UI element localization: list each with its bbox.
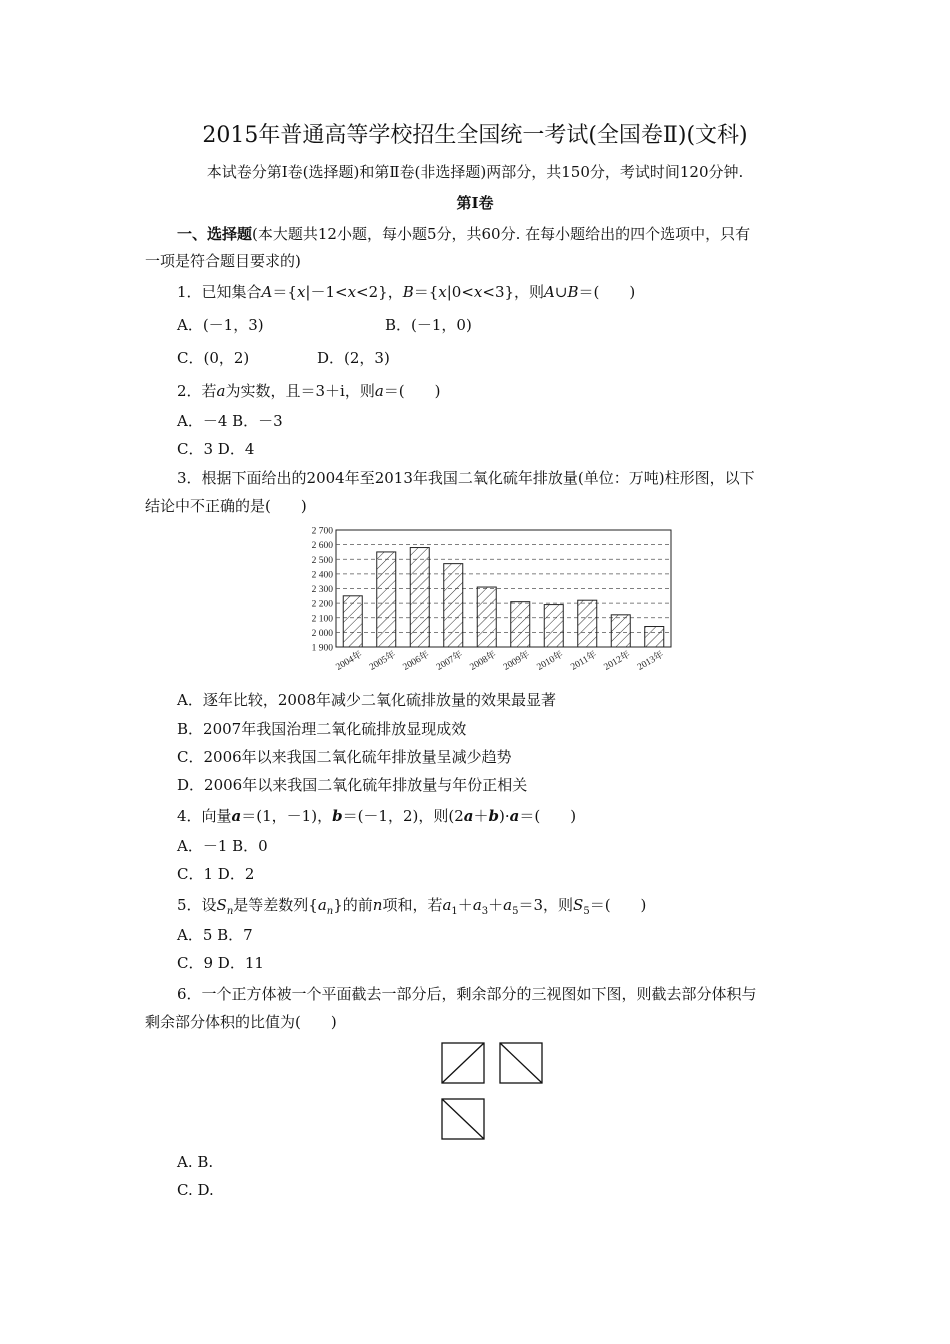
y-tick-label: 2 400: [311, 570, 333, 581]
q2-var: a: [374, 382, 384, 400]
x-tick-label: 2006年: [401, 649, 432, 673]
x-tick-label: 2005年: [368, 649, 398, 673]
q4-num: 4．向量: [177, 807, 232, 825]
q5-var: S: [573, 896, 584, 914]
q2-text: 为实数，且＝3＋i，则: [225, 382, 375, 400]
exam-intro: 本试卷分第Ⅰ卷(选择题)和第Ⅱ卷(非选择题)两部分，共150分，考试时间120分钟.: [206, 163, 744, 181]
q4-options-cd: C．1 D．2: [177, 865, 255, 883]
q1-num: 1．已知集合: [177, 283, 262, 301]
bar-2004年: [343, 596, 362, 647]
q4-vector-a: a: [231, 807, 242, 825]
y-tick-label: 2 000: [311, 628, 333, 639]
q5-options-cd: C．9 D．11: [177, 954, 264, 972]
y-tick-labels: [312, 527, 334, 654]
q3-option-a: A．逐年比较，2008年减少二氧化硫排放量的效果最显著: [177, 691, 557, 709]
question-1: [177, 282, 635, 302]
q5-text: }的前: [333, 896, 373, 914]
q1-var: x: [438, 283, 447, 301]
q3-option-c: C．2006年以来我国二氧化硫年排放量呈减少趋势: [177, 748, 512, 766]
side-view: [500, 1043, 542, 1083]
q2-options-ab: A．－4 B．－3: [177, 412, 283, 430]
q1-var: x: [347, 283, 357, 301]
y-tick-label: 2 300: [311, 585, 333, 595]
front-view: [442, 1043, 484, 1083]
y-tick-label: 2 500: [311, 555, 333, 566]
y-tick-label: 2 600: [311, 541, 333, 552]
q1-option-b: B．(－1，0): [385, 316, 472, 334]
q4-text: ＝( ): [519, 807, 577, 825]
q5-sub: 5: [583, 906, 590, 917]
so2-bar-chart: [295, 522, 680, 682]
q4-vector-b: b: [332, 807, 343, 825]
bar-2008年: [477, 587, 496, 647]
q6-stem-1: 6．一个正方体被一个平面截去一部分后，剩余部分的三视图如下图，则截去部分体积与: [177, 985, 757, 1003]
exam-title: 2015年普通高等学校招生全国统一考试(全国卷Ⅱ)(文科): [202, 123, 748, 148]
q4-vector-b: b: [488, 807, 500, 825]
q2-text: ＝( ): [383, 382, 441, 400]
q3-option-b: B．2007年我国治理二氧化硫排放显现成效: [177, 720, 467, 738]
q1-set-b: B: [567, 283, 579, 301]
q5-var: a: [503, 896, 513, 914]
q5-text: ＝( ): [589, 896, 647, 914]
section-line-1: [177, 224, 750, 244]
q5-sub: 3: [481, 906, 489, 917]
x-tick-label: 2010年: [535, 649, 566, 673]
q5-text: 项和，若: [382, 896, 443, 914]
q5-num: 5．设: [177, 896, 217, 914]
q5-var: S: [216, 896, 227, 914]
q3-option-d: D．2006年以来我国二氧化硫年排放量与年份正相关: [177, 776, 528, 794]
q4-text: )·: [499, 807, 510, 825]
q2-options-cd: C．3 D．4: [177, 440, 255, 458]
q5-text: ＋: [457, 896, 473, 914]
bar-2006年: [410, 548, 429, 647]
q1-text: |－1<: [305, 283, 348, 301]
question-4: [177, 806, 576, 826]
q5-var: a: [442, 896, 452, 914]
y-tick-label: 2 200: [311, 599, 333, 610]
q3-stem-1: 3．根据下面给出的2004年至2013年我国二氧化硫年排放量(单位：万吨)柱形图，以下: [177, 469, 755, 487]
x-tick-label: 2011年: [569, 649, 599, 673]
bar-2013年: [645, 627, 664, 647]
q1-set-a: A: [261, 283, 273, 301]
q5-options-ab: A．5 B．7: [177, 926, 253, 944]
q5-sub: n: [326, 906, 334, 917]
q1-var: x: [296, 283, 306, 301]
q1-text: ＝{: [413, 283, 439, 301]
q1-option-a: A．(－1，3): [177, 316, 264, 334]
q4-text: ＝(－1，2)，则(2: [342, 807, 464, 825]
q5-var: n: [372, 896, 383, 914]
bar-2009年: [511, 602, 530, 647]
q4-text: ＋: [473, 807, 489, 825]
x-tick-label: 2007年: [435, 649, 465, 673]
bar-2012年: [611, 615, 630, 647]
q1-option-c: C．(0，2): [177, 349, 250, 367]
q1-text: ＝{: [272, 283, 297, 301]
y-tick-label: 2 700: [311, 526, 333, 537]
q5-sub: 5: [512, 906, 519, 917]
y-tick-label: 1 900: [311, 643, 333, 654]
bars: [343, 548, 664, 647]
section-heading: 一、选择题: [177, 225, 253, 243]
x-tick-label: 2012年: [602, 649, 633, 673]
section-desc-2: 一项是符合题目要求的): [145, 252, 301, 270]
top-view: [442, 1099, 484, 1139]
q1-text: |0<: [446, 283, 474, 301]
q4-text: ＝(1，－1)，: [241, 807, 333, 825]
q1-option-d: D．(2，3): [317, 349, 390, 367]
q4-options-ab: A．－1 B．0: [177, 837, 268, 855]
x-tick-label: 2004年: [334, 649, 365, 673]
q6-options-ab: A. B.: [177, 1153, 214, 1171]
bar-2010年: [544, 605, 563, 647]
section-desc-1: (本大题共12小题，每小题5分，共60分. 在每小题给出的四个选项中，只有: [252, 225, 751, 243]
q4-vector-a: a: [509, 807, 520, 825]
q5-text: ＝3，则: [518, 896, 574, 914]
q6-stem-2: 剩余部分体积的比值为( ): [145, 1013, 337, 1031]
bar-2005年: [377, 552, 396, 647]
q1-union: ∪: [554, 283, 568, 301]
x-tick-label: 2013年: [636, 649, 666, 673]
q1-set-a: A: [544, 283, 555, 301]
q2-num: 2．若: [177, 382, 217, 400]
x-tick-label: 2009年: [502, 649, 532, 673]
q5-var: a: [472, 896, 482, 914]
part-label: 第Ⅰ卷: [456, 194, 494, 212]
x-tick-labels: [334, 648, 667, 673]
q5-var: a: [317, 896, 327, 914]
q1-text: ＝( ): [578, 283, 636, 301]
x-tick-label: 2008年: [468, 649, 499, 673]
q2-var: a: [216, 382, 226, 400]
q5-text: 是等差数列{: [233, 896, 318, 914]
q1-text: <3}，则: [482, 283, 545, 301]
q6-options-cd: C. D.: [177, 1181, 214, 1199]
q5-sub: n: [226, 906, 234, 917]
bar-2011年: [578, 600, 597, 647]
question-5: [177, 895, 646, 922]
q1-text: <2}，: [356, 283, 403, 301]
q3-stem-2: 结论中不正确的是( ): [145, 497, 307, 515]
y-tick-label: 2 100: [311, 614, 333, 625]
q5-text: ＋: [488, 896, 504, 914]
q5-sub: 1: [451, 906, 458, 917]
question-2: [177, 381, 441, 401]
q1-set-b: B: [402, 283, 414, 301]
three-view-figure: [438, 1040, 548, 1144]
q4-vector-a: a: [463, 807, 474, 825]
q1-var: x: [473, 283, 483, 301]
bar-2007年: [444, 564, 463, 647]
